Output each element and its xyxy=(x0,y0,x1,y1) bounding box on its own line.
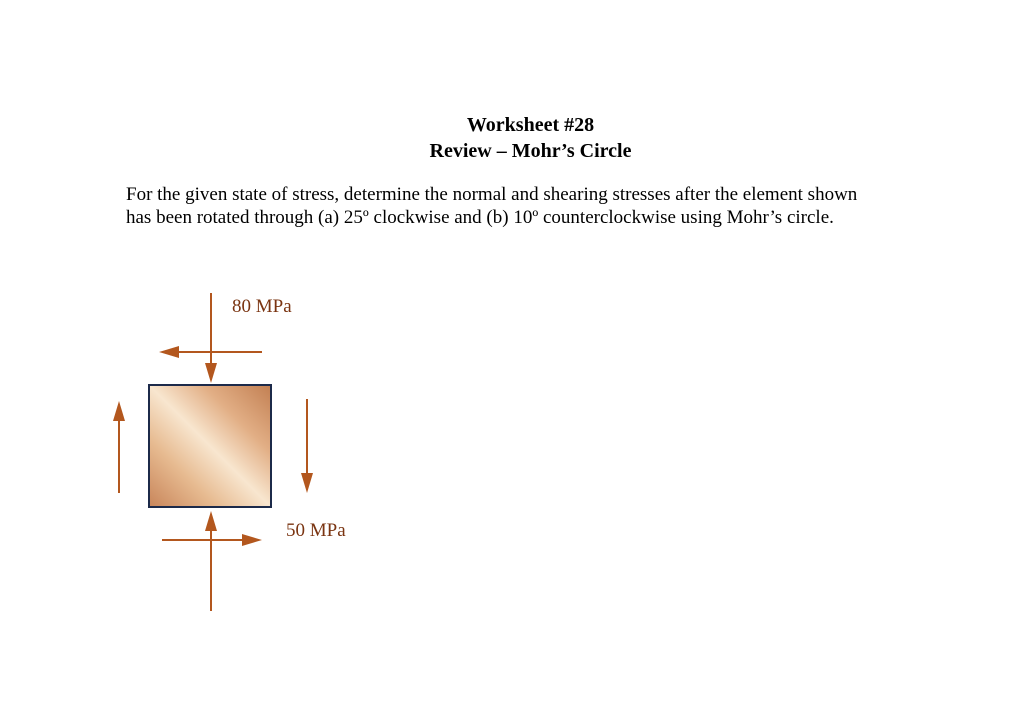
problem-line-2: has been rotated through (a) 25º clockwise and (b) 10º counterclockwise using Mohr’s circle. xyxy=(126,207,834,228)
bottom-normal-stress-arrow xyxy=(205,511,217,611)
stress-element xyxy=(149,385,271,507)
top-normal-stress-arrow xyxy=(205,293,217,383)
shear-stress-label: 50 MPa xyxy=(286,520,346,541)
worksheet-subtitle: Review – Mohr’s Circle xyxy=(429,140,632,162)
worksheet-title: Worksheet #28 xyxy=(466,114,595,136)
left-shear-arrow xyxy=(113,401,125,493)
right-shear-arrow xyxy=(301,399,313,493)
normal-stress-label: 80 MPa xyxy=(232,296,292,317)
problem-line-1: For the given state of stress, determine the normal and shearing stresses after the element shown xyxy=(126,184,858,205)
